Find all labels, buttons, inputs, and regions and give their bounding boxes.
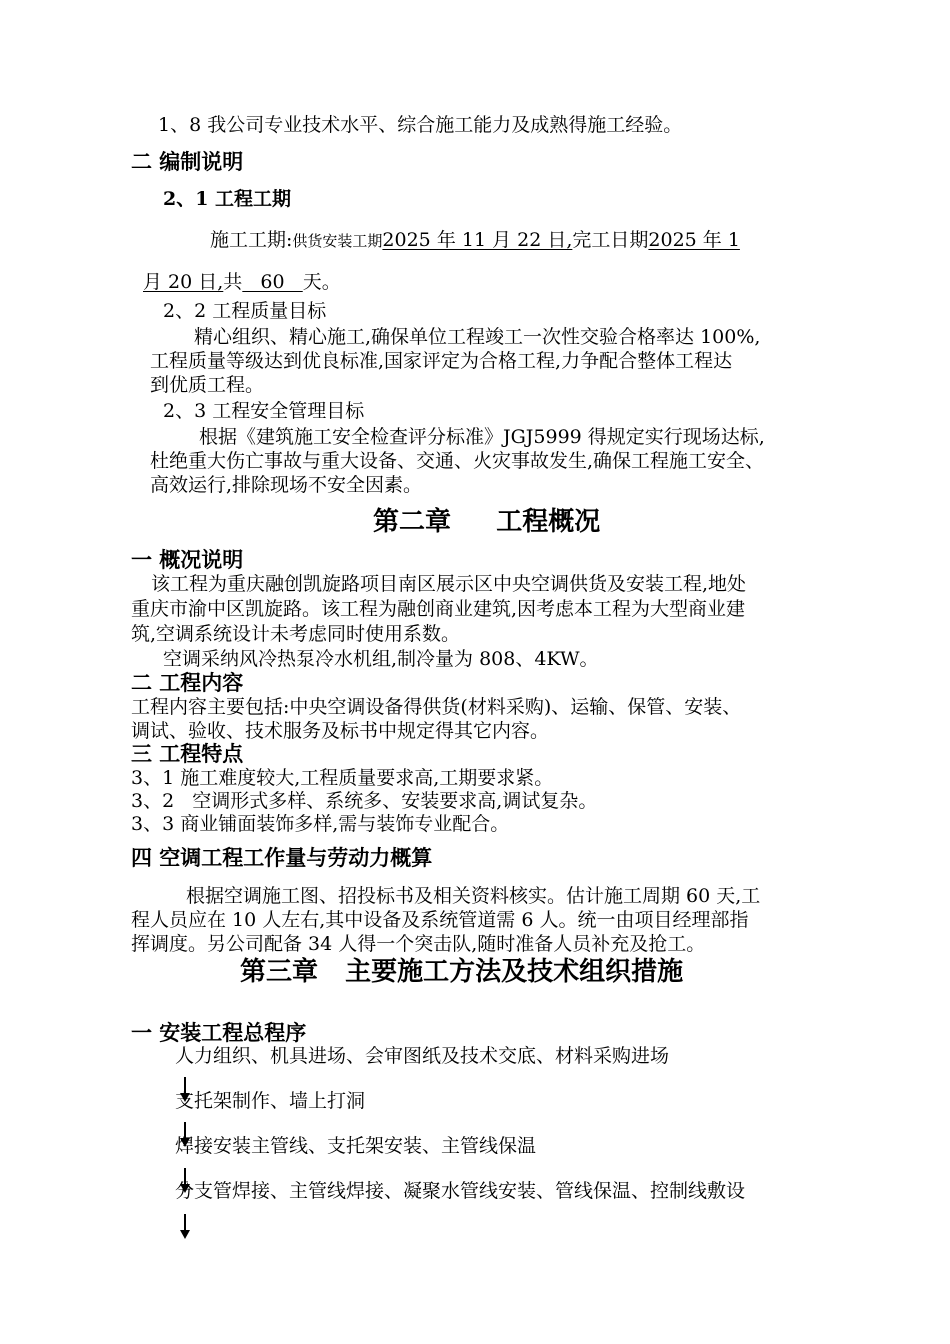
period-total-suffix: 天。 (302, 271, 341, 293)
labor-line: 根据空调施工图、招投标书及相关资料核实。估计施工周期 60 天,工 (186, 885, 761, 907)
period-supply-label: 供货安装工期 (292, 232, 383, 250)
safety-line: 杜绝重大伤亡事故与重大设备、交通、火灾事故发生,确保工程施工安全、 (150, 450, 765, 472)
heading-content: 二 工程内容 (131, 671, 244, 695)
period-end-date-b: 月 20 日, (143, 271, 224, 293)
content-line: 工程内容主要包括:中央空调设备得供货(材料采购)、运输、保管、安装、 (131, 696, 742, 718)
heading-compilation-notes: 二 编制说明 (131, 150, 244, 174)
period-start-date: 2025 年 11 月 22 日, (382, 229, 573, 251)
period-total-prefix: 共 (223, 271, 243, 293)
heading-features: 三 工程特点 (131, 742, 244, 766)
quality-line: 到优质工程。 (150, 374, 265, 396)
quality-line: 工程质量等级达到优良标准,国家评定为合格工程,力争配合整体工程达 (150, 350, 733, 372)
quality-line: 精心组织、精心施工,确保单位工程竣工一次性交验合格率达 100%, (194, 326, 761, 348)
chapter-3-title: 第三章 主要施工方法及技术组织措施 (240, 957, 684, 987)
safety-line: 高效运行,排除现场不安全因素。 (150, 474, 423, 496)
heading-2-1: 2、1 工程工期 (163, 188, 292, 210)
period-line-1 (210, 228, 740, 253)
feature-line: 3、1 施工难度较大,工程质量要求高,工期要求紧。 (131, 767, 554, 789)
heading-install-procedure: 一 安装工程总程序 (131, 1021, 307, 1045)
heading-overview: 一 概况说明 (131, 548, 244, 572)
chapter-2-title: 第二章 工程概况 (373, 507, 601, 537)
heading-2-3: 2、3 工程安全管理目标 (163, 400, 365, 422)
period-line-2 (143, 270, 341, 294)
heading-2-2: 2、2 工程质量目标 (163, 300, 327, 322)
overview-line: 该工程为重庆融创凯旋路项目南区展示区中央空调供货及安装工程,地处 (151, 573, 747, 595)
heading-labor: 四 空调工程工作量与劳动力概算 (131, 846, 433, 870)
section-1-8: 1、8 我公司专业技术水平、综合施工能力及成熟得施工经验。 (158, 114, 683, 136)
overview-line: 重庆市渝中区凯旋路。该工程为融创商业建筑,因考虑本工程为大型商业建 (131, 598, 746, 620)
period-end-date-a: 2025 年 1 (648, 229, 740, 251)
feature-line: 3、3 商业铺面装饰多样,需与装饰专业配合。 (131, 813, 510, 835)
down-arrow-icon (179, 1214, 191, 1240)
flow-step: 分支管焊接、主管线焊接、凝聚水管线安装、管线保温、控制线敷设 (175, 1180, 746, 1202)
period-total-days: 60 (242, 271, 303, 293)
overview-line: 空调采纳风冷热泵冷水机组,制冷量为 808、4KW。 (163, 648, 599, 670)
flow-step: 焊接安装主管线、支托架安装、主管线保温 (175, 1135, 537, 1157)
period-mid: 完工日期 (572, 229, 649, 251)
overview-line: 筑,空调系统设计未考虑同时使用系数。 (131, 623, 461, 645)
period-prefix: 施工工期: (210, 229, 293, 251)
labor-line: 程人员应在 10 人左右,其中设备及系统管道需 6 人。统一由项目经理部指 (131, 909, 749, 931)
flow-step: 支托架制作、墙上打洞 (175, 1090, 366, 1112)
flow-step: 人力组织、机具进场、会审图纸及技术交底、材料采购进场 (175, 1045, 670, 1067)
feature-line: 3、2 空调形式多样、系统多、安装要求高,调试复杂。 (131, 790, 598, 812)
safety-line: 根据《建筑施工安全检查评分标准》JGJ5999 得规定实行现场达标, (199, 426, 765, 448)
labor-line: 挥调度。另公司配备 34 人得一个突击队,随时准备人员补充及抢工。 (131, 933, 706, 955)
content-line: 调试、验收、技术服务及标书中规定得其它内容。 (131, 720, 550, 742)
